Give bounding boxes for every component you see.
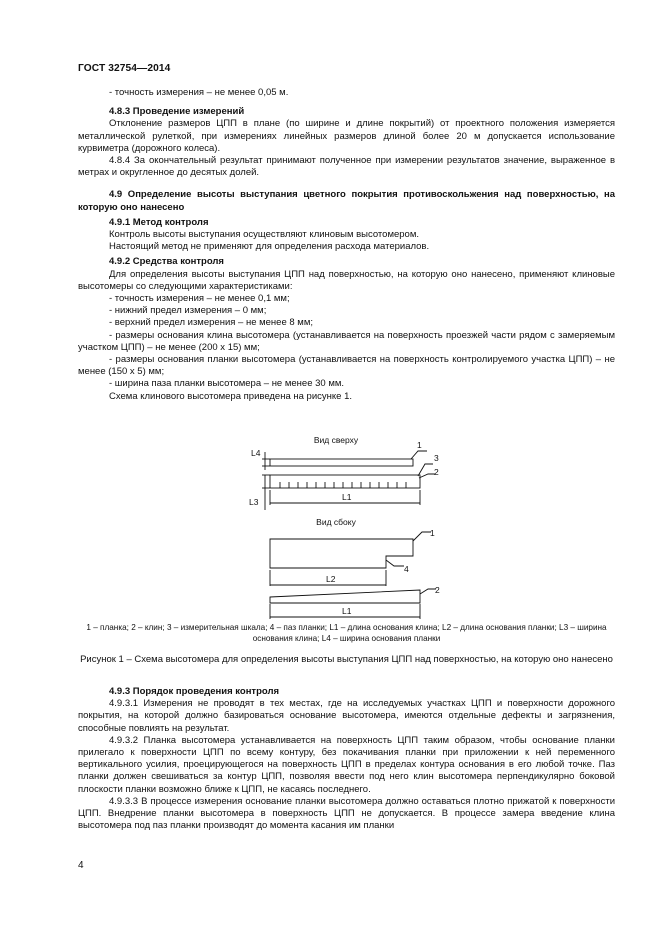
list-item: - верхний предел измерения – не менее 8 мм; — [109, 317, 314, 329]
plank-top-view — [270, 459, 413, 466]
section-heading: 4.8.3 Проведение измерений — [109, 106, 245, 118]
paragraph: 4.9.3.2 Планка высотомера устанавливается на поверхность ЦПП таким образом, чтобы основание планки прилегало к поверхности ЦПП по всему контуру, без покачивания планки при приложении к ней переменного вертикального усилия, проецирующегося на поверхность ЦПП в пределах контура основания в его любой точке. Паз планки должен свешиваться за контур ЦПП, позволяя ввести под него клин высотомера перпендикулярно боковой плоскости планки возможно ближе к ЦПП, не касаясь последнего. — [78, 734, 615, 795]
list-item: - размеры основания планки высотомера (устанавливается на поверхность контролируемого участка ЦПП) – не менее (150 х 5) мм; — [78, 354, 615, 378]
list-item: - ширина паза планки высотомера – не менее 30 мм. — [109, 378, 345, 390]
section-heading: 4.9 Определение высоты выступания цветного покрытия противоскольжения над поверхностью, на которую оно нанесено — [78, 189, 615, 213]
text-block-lower — [78, 686, 615, 832]
paragraph: Схема клинового высотомера приведена на рисунке 1. — [109, 390, 353, 402]
list-item: - размеры основания клина высотомера (устанавливается на поверхность проезжей части рядом с замеряемым участком ЦПП) – не менее (200 х 15) мм; — [78, 329, 615, 353]
callout-1: 1 — [417, 440, 422, 450]
side-view-label: Вид сбоку — [316, 517, 356, 527]
dim-label-l4: L4 — [251, 448, 261, 458]
paragraph: Для определения высоты выступания ЦПП над поверхностью, на которую оно нанесено, применяют клиновые высотомеры со следующими характеристиками: — [78, 268, 615, 292]
section-heading: 4.9.1 Метод контроля — [109, 216, 209, 228]
paragraph: 4.8.4 За окончательный результат принимают полученное при измерении результатов значение, выраженное в метрах и округленное до десятых долей. — [78, 155, 615, 179]
standard-header: ГОСТ 32754—2014 — [78, 63, 171, 74]
list-item: - точность измерения – не менее 0,1 мм; — [109, 293, 290, 305]
callout-2: 2 — [434, 467, 439, 477]
callout-1: 1 — [430, 528, 435, 538]
measuring-scale — [280, 482, 406, 488]
callout-2: 2 — [435, 585, 440, 595]
paragraph: 4.9.3.3 В процессе измерения основание планки высотомера должно оставаться плотно прижатой к поверхности ЦПП. Внедрение планки высотомера в поверхность ЦПП не допускается. В процессе замера введение клина высотомера под паз планки производят до момента касания им планки — [78, 795, 615, 832]
wedge-top-view — [270, 475, 420, 488]
paragraph: Настоящий метод не применяют для определения расхода материалов. — [109, 241, 430, 253]
page-number: 4 — [78, 860, 84, 871]
section-heading: 4.9.2 Средства контроля — [109, 256, 224, 268]
callout-4: 4 — [404, 564, 409, 574]
list-item: - нижний предел измерения – 0 мм; — [109, 305, 267, 317]
dim-label-l1: L1 — [342, 492, 352, 502]
paragraph: Контроль высоты выступания осуществляют клиновым высотомером. — [109, 229, 420, 241]
figure-legend: 1 – планка; 2 – клин; 3 – измерительная шкала; 4 – паз планки; L1 – длина основания клина; L2 – длина основания планки; L3 – ширина основания клина; L4 – ширина основания планки — [86, 623, 607, 643]
callout-3: 3 — [434, 453, 439, 463]
top-view-label: Вид сверху — [313, 435, 359, 445]
dim-label-l2: L2 — [326, 574, 336, 584]
dim-label-l1: L1 — [342, 606, 352, 616]
dim-label-l3: L3 — [249, 497, 259, 507]
figure-caption: Рисунок 1 – Схема высотомера для определения высоты выступания ЦПП над поверхностью, на которую оно нанесено — [80, 654, 613, 665]
paragraph: 4.9.3.1 Измерения не проводят в тех местах, где на исследуемых участках ЦПП и поверхности дорожного покрытия, на которой должно базироваться основание высотомера, имеются отдельные дефекты и загрязнения, способные повлиять на результат. — [78, 698, 615, 734]
wedge-side-view — [270, 590, 420, 603]
paragraph: Отклонение размеров ЦПП в плане (по ширине и длине покрытий) от проектного положения измеряется металлической рулеткой, при измерениях линейных размеров длиной более 20 м допускается использование курвиметра (дорожного колеса). — [78, 118, 615, 154]
paragraph: - точность измерения – не менее 0,05 м. — [109, 87, 289, 98]
section-heading: 4.9.3 Порядок проведения контроля — [109, 686, 280, 697]
